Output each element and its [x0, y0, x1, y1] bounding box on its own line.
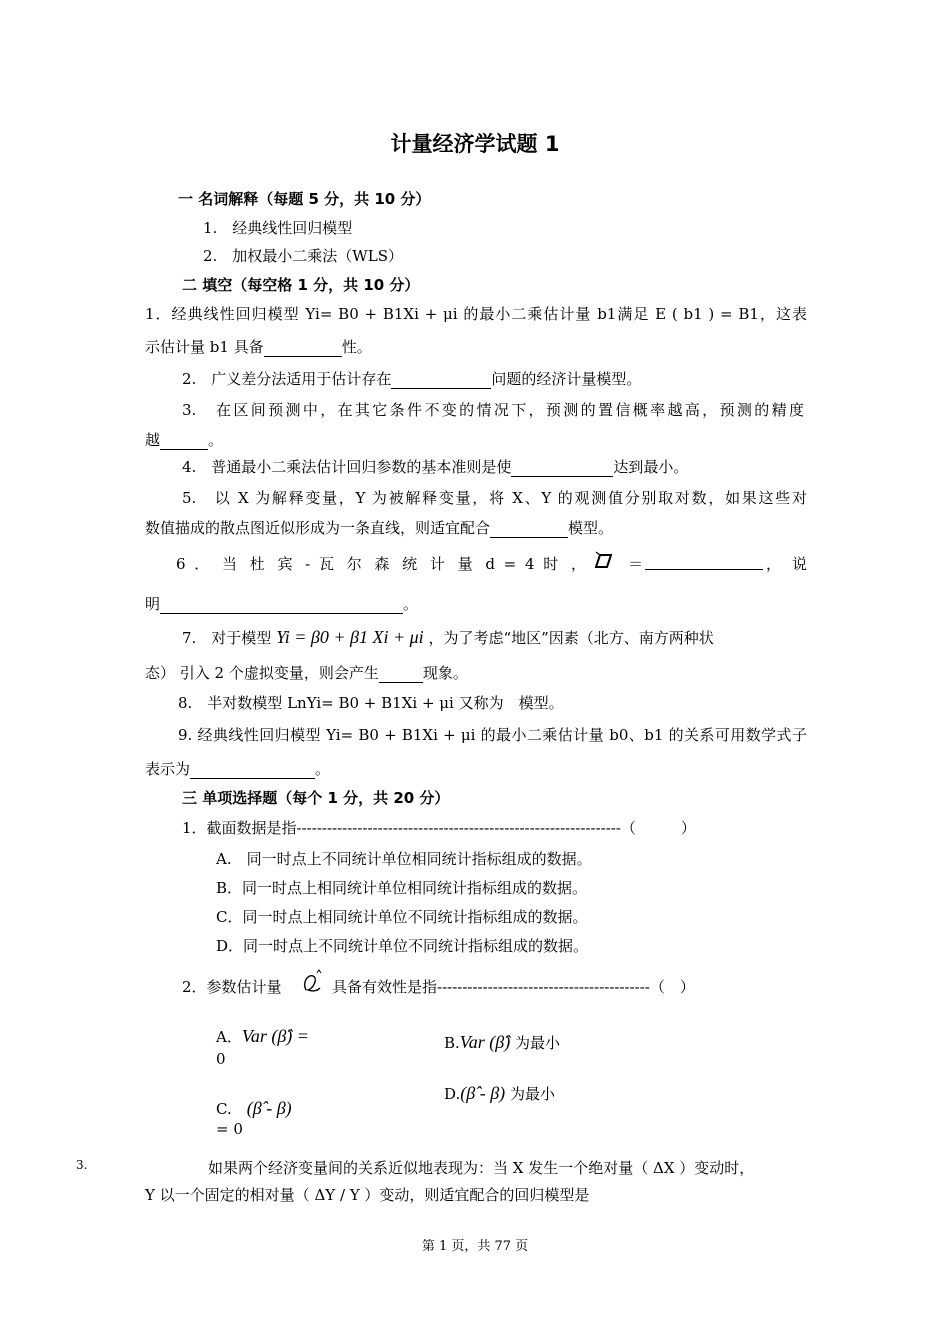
- section3-heading: 三 单项选择题（每个 1 分，共 20 分）: [182, 789, 450, 807]
- fill-q3-line2: 越 。: [145, 431, 224, 449]
- theta-hat-icon: [298, 968, 328, 996]
- fill-q1-line1: 1．经典线性回归模型 Yi= B0 + B1Xi + μi 的最小二乘估计量 b1满足 E ( b1 ) = B1，这表: [145, 305, 807, 323]
- choice-q2-option-c: C. (β̂ - β): [216, 1098, 292, 1118]
- fill-q7-line1: 7. 对于模型 Yi = β0 + β1 Xi + μi ，为了考虑“地区”因素（北方、南方两种状: [182, 627, 714, 647]
- section1-item-1: 1. 经典线性回归模型: [203, 219, 353, 237]
- section1-item-2: 2. 加权最小二乘法（WLS）: [203, 247, 403, 265]
- choice-q3-number: 3.: [76, 1158, 88, 1172]
- choice-q1-option-b: B．同一时点上相同统计单位相同统计指标组成的数据。: [216, 879, 588, 897]
- choice-q2-stem-lead: 2．参数估计量: [182, 978, 282, 996]
- section2-heading: 二 填空（每空格 1 分，共 10 分）: [182, 276, 420, 294]
- fill-q5-line2: 数值描成的散点图近似形成为一条直线，则适宜配合 模型。: [145, 519, 614, 537]
- answer-blank: [511, 460, 613, 477]
- page-footer: 第 1 页，共 77 页: [421, 1239, 529, 1254]
- fill-q2: 2. 广义差分法适用于估计存在 问题的经济计量模型。: [182, 370, 642, 388]
- choice-q1-option-c: C．同一时点上相同统计单位不同统计指标组成的数据。: [216, 908, 588, 926]
- answer-blank: [490, 521, 568, 538]
- rho-hat-icon: [590, 549, 614, 571]
- fill-q9-line1: 9. 经典线性回归模型 Yi= B0 + B1Xi + μi 的最小二乘估计量 b0、b1 的关系可用数学式子: [178, 726, 807, 744]
- answer-blank: [645, 553, 763, 570]
- choice-q2-stem-tail: 具备有效性是指------------------------------------------（ ）: [332, 978, 695, 996]
- fill-q6-lead: 6 ． 当 杜 宾 - 瓦 尔 森 统 计 量 d = 4 时 ，: [176, 555, 586, 573]
- model-formula: Yi = β0 + β1 Xi + μi: [276, 627, 424, 647]
- choice-q2-option-b: B.Var (β̂) 为最小: [444, 1032, 561, 1052]
- section1-heading: 一 名词解释（每题 5 分，共 10 分）: [178, 190, 431, 208]
- choice-q3-line1: 如果两个经济变量间的关系近似地表现为：当 X 发生一个绝对量（ ΔX ）变动时，: [208, 1159, 755, 1177]
- choice-q1-option-d: D．同一时点上不同统计单位不同统计指标组成的数据。: [216, 937, 589, 955]
- choice-q2-option-c-tail: = 0: [216, 1120, 243, 1138]
- fill-q6-eq: ＝: [628, 555, 644, 573]
- fill-q7-line2: 态） 引入 2 个虚拟变量，则会产生 现象。: [145, 664, 468, 682]
- choice-q1-option-a: A. 同一时点上不同统计单位相同统计指标组成的数据。: [216, 850, 592, 868]
- answer-blank: [160, 433, 208, 450]
- answer-blank: [160, 597, 403, 614]
- choice-q1: 1．截面数据是指----------------------------------------------------------------（ ）: [182, 819, 696, 837]
- page-title: 计量经济学试题 1: [390, 132, 560, 156]
- answer-blank: [379, 666, 423, 683]
- fill-q3-line1: 3. 在区间预测中，在其它条件不变的情况下，预测的置信概率越高，预测的精度: [182, 401, 804, 419]
- fill-q5-line1: 5. 以 X 为解释变量，Y 为被解释变量，将 X、Y 的观测值分别取对数，如果这些对: [182, 489, 807, 507]
- choice-q2-option-a-tail: 0: [216, 1050, 226, 1068]
- fill-q1-line2: 示估计量 b1 具备 性。: [145, 338, 372, 356]
- fill-q9-line2: 表示为 。: [145, 760, 331, 778]
- fill-q6-tail: ， 说: [766, 555, 807, 573]
- answer-blank: [190, 762, 315, 779]
- fill-q8: 8. 半对数模型 LnYi= B0 + B1Xi + μi 又称为 模型。: [178, 694, 564, 712]
- fill-q4: 4. 普通最小二乘法估计回归参数的基本准则是使 达到最小。: [182, 458, 689, 476]
- answer-blank: [264, 340, 342, 357]
- choice-q2-option-a: A．Var (β̂) =: [216, 1026, 309, 1046]
- choice-q2-option-d: D.(β̂ - β) 为最小: [444, 1083, 555, 1103]
- choice-q3-line2: Y 以一个固定的相对量（ ΔY / Y ）变动，则适宜配合的回归模型是: [145, 1186, 590, 1204]
- fill-q6-line2: 明 。: [145, 595, 419, 613]
- answer-blank: [391, 372, 491, 389]
